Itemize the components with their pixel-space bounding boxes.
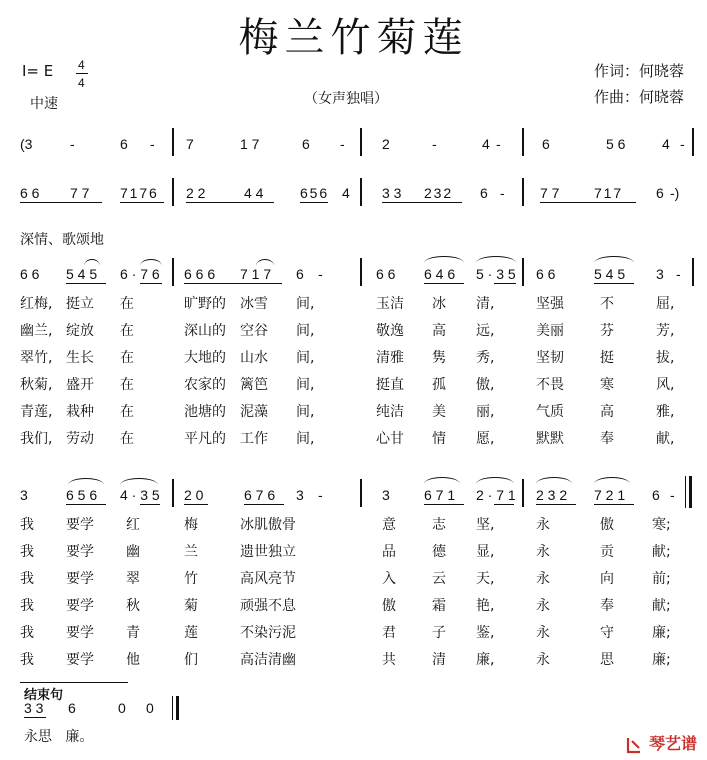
lyric: 要学 xyxy=(66,652,94,668)
note: (3 xyxy=(20,136,33,152)
lyric: 我 xyxy=(20,598,34,614)
lyric: 永 xyxy=(536,625,550,641)
lyric: 高 xyxy=(432,323,446,339)
lyric: 不畏 xyxy=(536,377,564,393)
lyric: 间, xyxy=(296,323,315,339)
note: 3 xyxy=(296,487,304,503)
lyric: 心甘 xyxy=(376,431,404,447)
lyric: 在 xyxy=(120,350,134,366)
note: 3 3 xyxy=(24,700,44,716)
beam-line xyxy=(594,504,634,505)
note: - xyxy=(340,136,345,152)
lyric: 山水 xyxy=(240,350,268,366)
lyric: 共 xyxy=(382,652,396,668)
slur xyxy=(84,259,100,266)
lyric: 间, xyxy=(296,296,315,312)
beam-line xyxy=(540,202,636,203)
note: 5 · 3 5 xyxy=(476,266,516,282)
bar-line xyxy=(360,479,362,507)
beam-line xyxy=(424,504,464,505)
lyric: 平凡的 xyxy=(184,431,226,447)
beam-line xyxy=(66,504,106,505)
note: 7 1 7 xyxy=(594,185,621,201)
beam-line xyxy=(382,202,462,203)
beam-line xyxy=(536,504,576,505)
lyric: 艳, xyxy=(476,598,495,614)
bar-line xyxy=(522,479,524,507)
lyric: 遗世独立 xyxy=(240,544,296,560)
tempo-marking: 中速 xyxy=(30,96,58,112)
lyric: 守 xyxy=(600,625,614,641)
note: -) xyxy=(670,185,680,201)
note: 5 4 5 xyxy=(594,266,626,282)
lyric: 我 xyxy=(20,625,34,641)
lyric: 竹 xyxy=(184,571,198,587)
lyric: 献; xyxy=(652,598,671,614)
lyric: 风, xyxy=(656,377,675,393)
note: 6 7 1 xyxy=(424,487,456,503)
note: 6 xyxy=(480,185,488,201)
lyric: 情 xyxy=(432,431,446,447)
lyric: 我们, xyxy=(20,431,53,447)
lyric: 在 xyxy=(120,404,134,420)
beam-line xyxy=(20,202,102,203)
note: 2 2 xyxy=(186,185,206,201)
note: - xyxy=(676,266,681,282)
slur xyxy=(256,259,274,266)
note: 7 2 1 xyxy=(594,487,626,503)
lyric: 冰雪 xyxy=(240,296,268,312)
ending-bracket xyxy=(20,682,128,683)
slur xyxy=(476,256,516,263)
lyric: 莲 xyxy=(184,625,198,641)
note: 2 xyxy=(382,136,390,152)
lyric: 丽, xyxy=(476,404,495,420)
lyric: 幽兰, xyxy=(20,323,53,339)
lyric: 不 xyxy=(600,296,614,312)
note: 0 xyxy=(146,700,154,716)
note: - xyxy=(70,136,75,152)
lyric: 顽强不息 xyxy=(240,598,296,614)
lyric: 秋菊, xyxy=(20,377,53,393)
note: - xyxy=(318,266,323,282)
note: 4 xyxy=(662,136,670,152)
lyric: 我 xyxy=(20,652,34,668)
lyric: 在 xyxy=(120,323,134,339)
lyric: 冰肌傲骨 xyxy=(240,517,296,533)
lyric: 红 xyxy=(126,517,140,533)
note: 1 7 xyxy=(240,136,260,152)
beam-line xyxy=(184,283,282,284)
lyric: 玉洁 xyxy=(376,296,404,312)
lyric: 深山的 xyxy=(184,323,226,339)
lyric: 默默 xyxy=(536,431,564,447)
note: 6 · 7 6 xyxy=(120,266,160,282)
lyric: 美 xyxy=(432,404,446,420)
note: 7 7 xyxy=(540,185,560,201)
note: 6 xyxy=(656,185,664,201)
lyric: 篱笆 xyxy=(240,377,268,393)
note: 7 7 xyxy=(70,185,90,201)
lyric: 廉; xyxy=(652,625,671,641)
lyric: 高风亮节 xyxy=(240,571,296,587)
logo-mark-icon xyxy=(625,736,643,754)
lyric: 生长 xyxy=(66,350,94,366)
note: 4 4 xyxy=(244,185,264,201)
note: 6 5 6 xyxy=(66,487,98,503)
lyric: 永 xyxy=(536,544,550,560)
lyric: 我 xyxy=(20,571,34,587)
lyric: 子 xyxy=(432,625,446,641)
lyric: 要学 xyxy=(66,571,94,587)
slur xyxy=(594,477,630,484)
bar-line xyxy=(360,128,362,156)
lyric: 美丽 xyxy=(536,323,564,339)
bar-line xyxy=(522,258,524,286)
note: 6 5 6 xyxy=(300,185,327,201)
lyric: 永 xyxy=(536,652,550,668)
lyric: 农家的 xyxy=(184,377,226,393)
lyric: 间, xyxy=(296,377,315,393)
lyric: 不染污泥 xyxy=(240,625,296,641)
lyric: 寒 xyxy=(600,377,614,393)
lyric: 在 xyxy=(120,377,134,393)
lyric: 他 xyxy=(126,652,140,668)
lyric: 献; xyxy=(652,544,671,560)
lyric: 青莲, xyxy=(20,404,53,420)
lyric: 秀, xyxy=(476,350,495,366)
bar-line xyxy=(172,178,174,206)
lyric: 翠 xyxy=(126,571,140,587)
note: - xyxy=(318,487,323,503)
lyric: 间, xyxy=(296,350,315,366)
composer-credit: 作曲：何晓蓉 xyxy=(594,88,685,106)
slur xyxy=(120,478,158,485)
key-signature: I= E xyxy=(22,62,54,80)
bar-line xyxy=(360,258,362,286)
note: 6 4 6 xyxy=(424,266,456,282)
lyric: 云 xyxy=(432,571,446,587)
lyric: 要学 xyxy=(66,625,94,641)
lyric: 大地的 xyxy=(184,350,226,366)
lyric: 池塘的 xyxy=(184,404,226,420)
note: 6 xyxy=(120,136,128,152)
lyric: 清雅 xyxy=(376,350,404,366)
time-signature-bottom: 4 xyxy=(78,76,85,90)
slur xyxy=(536,477,572,484)
lyric: 孤 xyxy=(432,377,446,393)
lyric: 清, xyxy=(476,296,495,312)
slur xyxy=(476,477,514,484)
bar-line xyxy=(172,128,174,156)
lyric: 入 xyxy=(382,571,396,587)
lyric: 显, xyxy=(476,544,495,560)
note: - xyxy=(496,136,501,152)
note: - xyxy=(500,185,505,201)
note: 7 1 7 xyxy=(240,266,272,282)
lyric: 屈, xyxy=(656,296,675,312)
lyric: 芳, xyxy=(656,323,675,339)
beam-line xyxy=(120,202,164,203)
lyric: 青 xyxy=(126,625,140,641)
lyric: 绽放 xyxy=(66,323,94,339)
lyric: 隽 xyxy=(432,350,446,366)
beam-line xyxy=(494,504,514,505)
lyric: 间, xyxy=(296,404,315,420)
lyric: 们 xyxy=(184,652,198,668)
lyric: 在 xyxy=(120,431,134,447)
beam-line xyxy=(140,283,162,284)
logo-text: 琴艺谱 xyxy=(648,734,697,753)
note: 6 6 xyxy=(536,266,556,282)
final-bar-thick xyxy=(176,696,179,720)
ending-label: 结束句 xyxy=(24,688,64,703)
slur xyxy=(424,256,464,263)
lyric: 敬逸 xyxy=(376,323,404,339)
lyric: 泥藻 xyxy=(240,404,268,420)
slur xyxy=(68,478,104,485)
beam-line xyxy=(494,283,516,284)
expression-marking: 深情、歌颂地 xyxy=(20,232,104,248)
repeat-bar-thick xyxy=(689,476,692,508)
lyric: 拔, xyxy=(656,350,675,366)
lyric: 坚韧 xyxy=(536,350,564,366)
lyric: 思 xyxy=(600,652,614,668)
song-title: 梅兰竹菊莲 xyxy=(238,15,469,61)
note: - xyxy=(150,136,155,152)
performance-note: （女声独唱） xyxy=(304,91,388,107)
beam-line xyxy=(300,202,328,203)
note: 6 xyxy=(68,700,76,716)
lyric: 高 xyxy=(600,404,614,420)
lyric: 远, xyxy=(476,323,495,339)
lyric: 愿, xyxy=(476,431,495,447)
bar-line xyxy=(360,178,362,206)
bar-line xyxy=(172,258,174,286)
time-signature-top: 4 xyxy=(78,58,85,72)
note: 4 xyxy=(482,136,490,152)
lyric: 兰 xyxy=(184,544,198,560)
ending-lyric: 永思 廉。 xyxy=(24,729,94,745)
site-logo xyxy=(625,731,697,754)
slur xyxy=(594,256,634,263)
slur xyxy=(140,259,162,266)
note: 6 xyxy=(542,136,550,152)
lyric: 鉴, xyxy=(476,625,495,641)
note: 7 xyxy=(186,136,194,152)
lyric: 傲, xyxy=(476,377,495,393)
lyric: 永 xyxy=(536,517,550,533)
lyric: 我 xyxy=(20,544,34,560)
lyric: 盛开 xyxy=(66,377,94,393)
lyric: 纯洁 xyxy=(376,404,404,420)
note: 6 7 6 xyxy=(244,487,276,503)
note: 6 xyxy=(652,487,660,503)
lyric: 栽种 xyxy=(66,404,94,420)
beam-line xyxy=(184,504,208,505)
note: 6 xyxy=(302,136,310,152)
note: 3 xyxy=(382,487,390,503)
beam-line xyxy=(424,283,464,284)
lyric: 天, xyxy=(476,571,495,587)
note: 6 6 xyxy=(20,185,40,201)
note: 6 xyxy=(296,266,304,282)
note: 6 6 xyxy=(376,266,396,282)
bar-line xyxy=(692,258,694,286)
bar-line xyxy=(172,479,174,507)
lyric: 冰 xyxy=(432,296,446,312)
lyric: 向 xyxy=(600,571,614,587)
note: 0 xyxy=(118,700,126,716)
beam-line xyxy=(24,717,46,718)
note: 6 6 xyxy=(20,266,40,282)
lyric: 在 xyxy=(120,296,134,312)
lyric: 雅, xyxy=(656,404,675,420)
lyric: 旷野的 xyxy=(184,296,226,312)
lyric: 寒; xyxy=(652,517,671,533)
lyric: 傲 xyxy=(382,598,396,614)
lyric: 我 xyxy=(20,517,34,533)
note: 2 · 7 1 xyxy=(476,487,516,503)
lyric: 意 xyxy=(382,517,396,533)
lyric: 廉, xyxy=(476,652,495,668)
lyric: 献, xyxy=(656,431,675,447)
lyric: 梅 xyxy=(184,517,198,533)
lyric: 前; xyxy=(652,571,671,587)
slur xyxy=(424,477,460,484)
note: 7 1 7 6 xyxy=(120,185,156,201)
note: 3 xyxy=(656,266,664,282)
lyric: 要学 xyxy=(66,598,94,614)
lyric: 奉 xyxy=(600,598,614,614)
note: 6 6 6 xyxy=(184,266,216,282)
beam-line xyxy=(140,504,160,505)
final-bar-thin xyxy=(172,696,173,720)
lyric: 要学 xyxy=(66,517,94,533)
note: - xyxy=(670,487,675,503)
beam-line xyxy=(594,283,634,284)
lyric: 奉 xyxy=(600,431,614,447)
lyric: 君 xyxy=(382,625,396,641)
beam-line xyxy=(244,504,284,505)
lyric: 翠竹, xyxy=(20,350,53,366)
lyric: 永 xyxy=(536,571,550,587)
lyric: 坚, xyxy=(476,517,495,533)
lyric: 挺立 xyxy=(66,296,94,312)
lyric: 工作 xyxy=(240,431,268,447)
lyric: 劳动 xyxy=(66,431,94,447)
note: 2 3 2 xyxy=(424,185,451,201)
bar-line xyxy=(522,178,524,206)
bar-line xyxy=(522,128,524,156)
lyric: 幽 xyxy=(126,544,140,560)
lyric: 廉; xyxy=(652,652,671,668)
lyric: 坚强 xyxy=(536,296,564,312)
note: - xyxy=(680,136,685,152)
lyric: 要学 xyxy=(66,544,94,560)
lyric: 志 xyxy=(432,517,446,533)
note: 5 6 xyxy=(606,136,626,152)
lyric: 高洁清幽 xyxy=(240,652,296,668)
note: 2 0 xyxy=(184,487,204,503)
lyric: 霜 xyxy=(432,598,446,614)
lyricist-credit: 作词：何晓蓉 xyxy=(594,62,685,80)
lyric: 挺 xyxy=(600,350,614,366)
lyric: 德 xyxy=(432,544,446,560)
lyric: 空谷 xyxy=(240,323,268,339)
lyric: 挺直 xyxy=(376,377,404,393)
note: 4 · 3 5 xyxy=(120,487,160,503)
lyric: 气质 xyxy=(536,404,564,420)
note: 2 3 2 xyxy=(536,487,568,503)
bar-line xyxy=(692,128,694,156)
lyric: 菊 xyxy=(184,598,198,614)
lyric: 芬 xyxy=(600,323,614,339)
note: 5 4 5 xyxy=(66,266,98,282)
beam-line xyxy=(186,202,274,203)
lyric: 清 xyxy=(432,652,446,668)
note: 3 3 xyxy=(382,185,402,201)
lyric: 贡 xyxy=(600,544,614,560)
repeat-bar-thin xyxy=(685,476,686,508)
lyric: 永 xyxy=(536,598,550,614)
lyric: 品 xyxy=(382,544,396,560)
lyric: 间, xyxy=(296,431,315,447)
note: 4 xyxy=(342,185,350,201)
lyric: 秋 xyxy=(126,598,140,614)
note: - xyxy=(432,136,437,152)
beam-line xyxy=(66,283,106,284)
time-signature-line xyxy=(76,73,88,74)
lyric: 红梅, xyxy=(20,296,53,312)
note: 3 xyxy=(20,487,28,503)
lyric: 傲 xyxy=(600,517,614,533)
